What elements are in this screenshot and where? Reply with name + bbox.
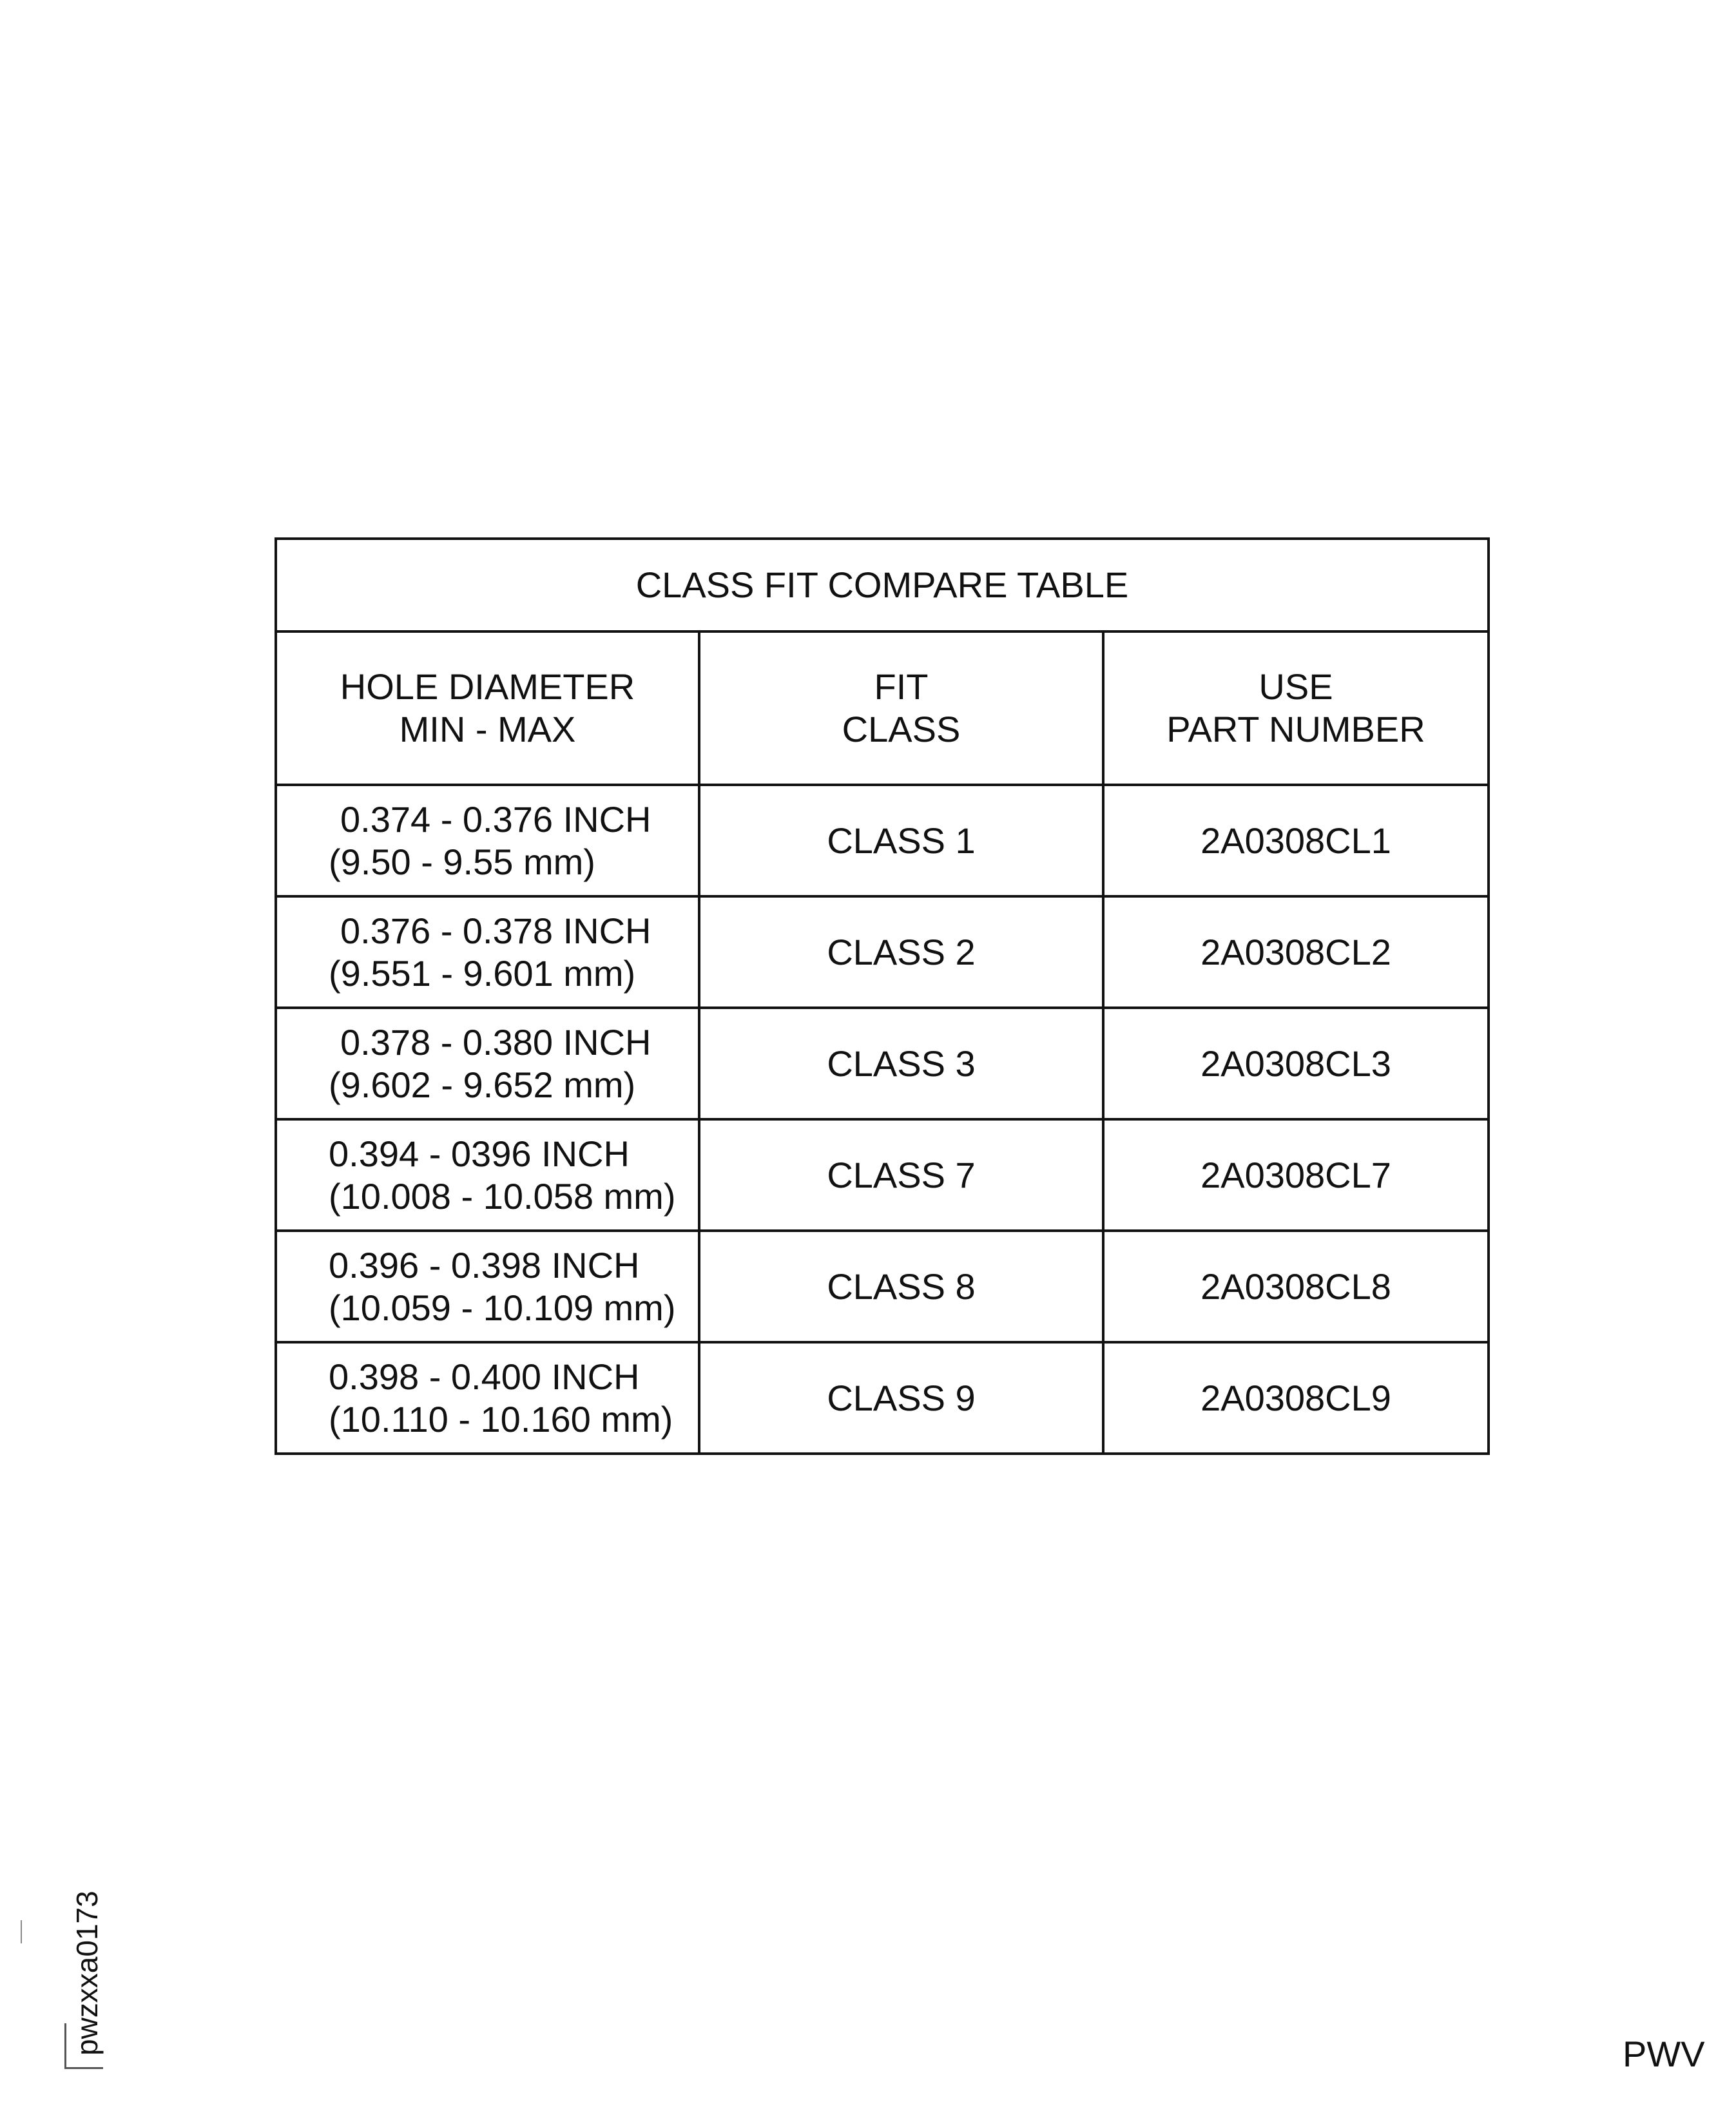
table-row <box>276 1342 1489 1454</box>
fit-class-cell: CLASS 9 <box>699 1342 1103 1454</box>
hole-diameter-header-line-2: MIN - MAX <box>399 709 576 749</box>
hole-diameter-cell <box>276 1008 699 1119</box>
hole-diameter-mm: (9.602 - 9.652 mm) <box>329 1064 636 1105</box>
part-number-cell: 2A0308CL3 <box>1103 1008 1489 1119</box>
hole-diameter-inch: 0.398 - 0.400 INCH <box>329 1356 640 1397</box>
hole-diameter-inch: 0.378 - 0.380 INCH <box>340 1021 651 1063</box>
fit-class-header <box>699 631 1103 785</box>
hole-diameter-cell <box>276 1119 699 1231</box>
figure-id-bracket-horizontal <box>64 2067 103 2069</box>
figure-id-label: pwzxxa0173 <box>70 1891 104 2056</box>
fit-class-header-line-2: CLASS <box>842 709 961 749</box>
fit-class-cell: CLASS 8 <box>699 1231 1103 1342</box>
margin-mark <box>21 1920 22 1943</box>
part-number-cell: 2A0308CL9 <box>1103 1342 1489 1454</box>
hole-diameter-mm: (9.551 - 9.601 mm) <box>329 952 636 994</box>
table-row <box>276 1008 1489 1119</box>
fit-class-cell: CLASS 1 <box>699 785 1103 896</box>
hole-diameter-mm: (10.059 - 10.109 mm) <box>329 1287 676 1328</box>
fit-class-cell: CLASS 7 <box>699 1119 1103 1231</box>
table-title: CLASS FIT COMPARE TABLE <box>276 539 1489 631</box>
hole-diameter-cell <box>276 1342 699 1454</box>
part-number-header-line-1: USE <box>1259 666 1333 707</box>
hole-diameter-mm: (9.50 - 9.55 mm) <box>329 841 595 882</box>
fit-class-cell: CLASS 3 <box>699 1008 1103 1119</box>
hole-diameter-mm: (10.110 - 10.160 mm) <box>329 1398 673 1440</box>
hole-diameter-inch: 0.396 - 0.398 INCH <box>329 1244 640 1286</box>
hole-diameter-cell <box>276 896 699 1008</box>
table-row <box>276 785 1489 896</box>
part-number-header-line-2: PART NUMBER <box>1166 709 1425 749</box>
table-row <box>276 896 1489 1008</box>
table-row <box>276 1119 1489 1231</box>
figure-id-bracket-vertical <box>64 2023 66 2068</box>
part-number-cell: 2A0308CL8 <box>1103 1231 1489 1342</box>
part-number-cell: 2A0308CL7 <box>1103 1119 1489 1231</box>
fit-class-header-line-1: FIT <box>874 666 929 707</box>
footer-code: PWV <box>1623 2034 1705 2074</box>
hole-diameter-header <box>276 631 699 785</box>
part-number-header <box>1103 631 1489 785</box>
hole-diameter-header-line-1: HOLE DIAMETER <box>340 666 635 707</box>
hole-diameter-inch: 0.394 - 0396 INCH <box>329 1133 630 1174</box>
hole-diameter-inch: 0.374 - 0.376 INCH <box>340 798 651 840</box>
part-number-cell: 2A0308CL1 <box>1103 785 1489 896</box>
part-number-cell: 2A0308CL2 <box>1103 896 1489 1008</box>
fit-class-cell: CLASS 2 <box>699 896 1103 1008</box>
hole-diameter-cell <box>276 785 699 896</box>
table-row <box>276 1231 1489 1342</box>
hole-diameter-cell <box>276 1231 699 1342</box>
hole-diameter-inch: 0.376 - 0.378 INCH <box>340 910 651 951</box>
class-fit-compare-table <box>275 537 1490 1455</box>
hole-diameter-mm: (10.008 - 10.058 mm) <box>329 1175 676 1217</box>
